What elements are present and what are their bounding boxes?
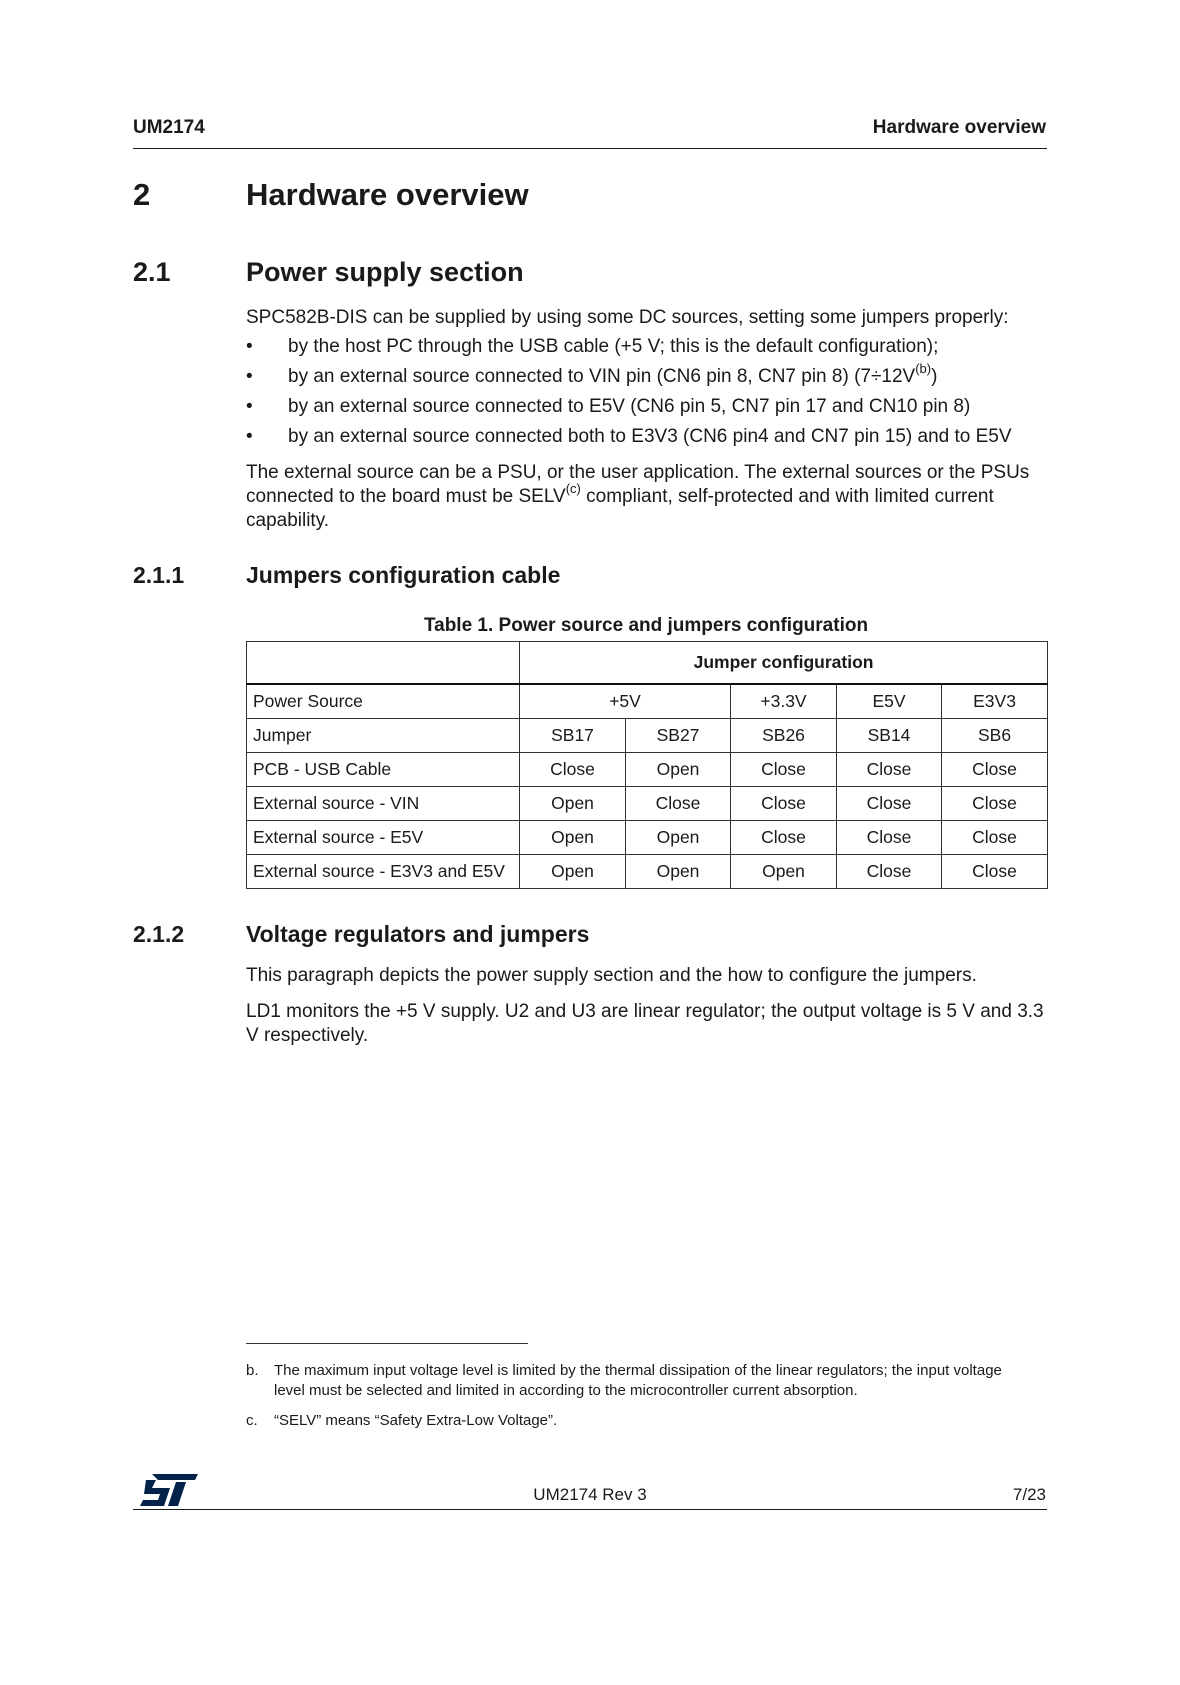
table-row [247,787,1048,821]
table-row [247,684,1048,719]
regulators-paragraph-2: LD1 monitors the +5 V supply. U2 and U3 are linear regulator; the output voltage is 5 V and 3.3 V respectively. [246,1001,1044,1046]
table-cell: Open [520,821,626,855]
table-cell: Close [837,821,942,855]
table-cell: Close [942,821,1048,855]
table-header-empty [247,642,520,685]
footer-divider [133,1509,1047,1510]
section-2-1-1-number: 2.1.1 [133,562,185,588]
header-divider [133,148,1047,149]
section-2-1-1-title: Jumpers configuration cable [246,562,561,588]
cell-e3v3: E3V3 [942,684,1048,719]
section-2-title: Hardware overview [246,177,529,212]
table-cell: Open [626,855,731,889]
section-2-1-title: Power supply section [246,257,524,287]
cell-3v3: +3.3V [731,684,837,719]
paragraph-text-b: compliant, self-protected and with limited current capability. [246,486,994,531]
table-header-row [247,642,1048,685]
table-row [247,753,1048,787]
table-group-header: Jumper configuration [520,642,1048,685]
list-item [288,336,938,358]
table-row [247,855,1048,889]
bullet-symbol: • [246,366,253,387]
table-cell: Close [837,753,942,787]
bullet-symbol: • [246,336,253,357]
row-label: Jumper [247,719,520,753]
bullet-symbol: • [246,396,253,417]
table-cell: Open [626,821,731,855]
external-source-paragraph [246,461,1046,533]
table-cell: Close [731,821,837,855]
table-cell: SB6 [942,719,1048,753]
table-caption: Table 1. Power source and jumpers configuration [423,615,869,636]
footnote-letter: b. [246,1362,259,1379]
row-label: PCB - USB Cable [247,753,520,787]
section-2-number: 2 [133,177,151,212]
table-cell: Close [942,753,1048,787]
footnote-text: “SELV” means “Safety Extra-Low Voltage”. [274,1412,558,1429]
list-item [288,426,1012,448]
list-item-close: ) [931,366,938,387]
list-item [288,360,938,388]
power-supply-intro: SPC582B-DIS can be supplied by using some DC sources, setting some jumpers properly: [246,307,1009,328]
footnote-ref-b[interactable]: (b) [915,360,932,376]
table-cell: SB27 [626,719,731,753]
footnote-ref-c[interactable]: (c) [565,480,581,496]
list-item-text: by an external source connected both to E3V3 (CN6 pin4 and CN7 pin 15) and to E5V [288,426,1012,447]
table-cell: Close [520,753,626,787]
list-item-text: by an external source connected to E5V (CN6 pin 5, CN7 pin 17 and CN10 pin 8) [288,396,971,417]
table-row [247,821,1048,855]
table-cell: SB17 [520,719,626,753]
footnote-c [246,1411,1046,1433]
table-cell: SB26 [731,719,837,753]
row-label: External source - E5V [247,821,520,855]
list-item-text: by an external source connected to VIN pin (CN6 pin 8, CN7 pin 8) (7÷12V [288,366,916,387]
row-label: External source - VIN [247,787,520,821]
table-cell: Close [837,855,942,889]
table-cell: Open [626,753,731,787]
table-row [247,719,1048,753]
table-cell: Open [520,855,626,889]
table-cell: Close [942,787,1048,821]
footer-page-number: 7/23 [1012,1485,1046,1504]
section-2-1-2-title: Voltage regulators and jumpers [246,921,590,947]
table-cell: Close [837,787,942,821]
jumper-configuration-table [246,641,1048,889]
footnote-text: The maximum input voltage level is limited by the thermal dissipation of the linear regulators; the input voltage level must be selected and limited in according to the microcontroller current absorption. [274,1362,1002,1399]
row-label: External source - E3V3 and E5V [247,855,520,889]
table-cell: Open [731,855,837,889]
header-section-title: Hardware overview [872,117,1046,138]
regulators-paragraph-1: This paragraph depicts the power supply section and the how to configure the jumpers. [246,965,977,986]
row-label: Power Source [247,684,520,719]
bullet-symbol: • [246,426,253,447]
list-item [288,396,970,418]
paragraph-text-a: The external source can be a PSU, or the user application. The external sources or the PSUs connected to the board must be SELV [246,462,1030,507]
list-item-text: by the host PC through the USB cable (+5 V; this is the default configuration); [288,336,939,357]
table-cell: SB14 [837,719,942,753]
section-2-1-2-number: 2.1.2 [133,921,185,947]
section-2-1-number: 2.1 [133,257,171,287]
table-cell: Close [731,787,837,821]
cell-e5v: E5V [837,684,942,719]
table-cell: Close [942,855,1048,889]
cell-5v: +5V [520,684,731,719]
footnote-b [246,1361,1046,1403]
table-cell: Close [626,787,731,821]
footnote-letter: c. [246,1412,258,1429]
header-doc-id: UM2174 [133,117,205,138]
footer-revision: UM2174 Rev 3 [533,1485,647,1504]
table-cell: Open [520,787,626,821]
st-logo-icon [140,1474,198,1511]
table-cell: Close [731,753,837,787]
footnote-divider [246,1343,528,1344]
